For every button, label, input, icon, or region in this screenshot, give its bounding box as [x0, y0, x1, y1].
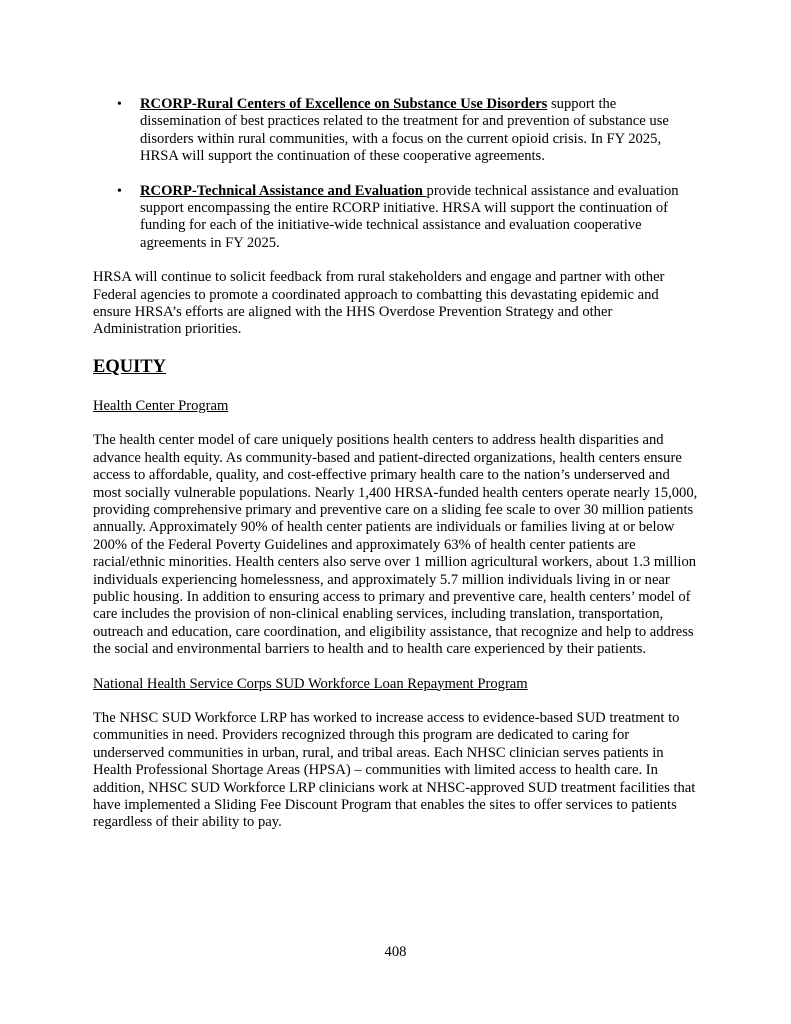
- nhsc-paragraph: The NHSC SUD Workforce LRP has worked to increase access to evidence-based SUD treatment to communities in need. Providers recognized through this program are dedicated to caring for underserved communities in urban, rural, and tribal areas. Each NHSC clinician serves patients in Health Professional Shortage Areas (HPSA) – communities with limited access to health care. In addition, NHSC SUD Workforce LRP clinicians work at NHSC-approved SUD treatment facilities that have implemented a Sliding Fee Discount Program that enables the sites to offer services to patients regardless of their ability to pay.: [93, 709, 696, 831]
- nhsc-heading: National Health Service Corps SUD Workforce Loan Repayment Program: [93, 675, 528, 692]
- rcorp-bullet-list: [93, 96, 699, 252]
- bullet-text: provide technical assistance and evaluation support encompassing the entire RCORP initiative. HRSA will support the continuation of funding for each of the initiative-wide technical assistance and evaluation cooperative agreements in FY 2025.: [140, 182, 679, 251]
- bullet-dot-icon: •: [117, 183, 122, 199]
- bullet-technical-assistance: [93, 183, 699, 253]
- closing-paragraph: HRSA will continue to solicit feedback from rural stakeholders and engage and partner with other Federal agencies to promote a coordinated approach to combatting this devastating epidemic and ensure HRSA’s efforts are aligned with the HHS Overdose Prevention Strategy and other Administration priorities.: [93, 269, 665, 338]
- bullet-lead: RCORP-Technical Assistance and Evaluation: [140, 182, 427, 199]
- health-center-paragraph: The health center model of care uniquely positions health centers to address health disparities and advance health equity. As community-based and patient-directed organizations, health centers ensure access to affordable, quality, and cost-effective primary health care to the nation’s underserved and most socially vulnerable populations. Nearly 1,400 HRSA-funded health centers operate nearly 15,000, providing comprehensive primary and preventive care on a sliding fee scale to over 30 million patients annually. Approximately 90% of health center patients are individuals or families living at or below 200% of the Federal Poverty Guidelines and approximately 63% of health center patients are racial/ethnic minorities. Health centers also serve over 1 million agricultural workers, about 1.3 million individuals experiencing homelessness, and approximately 5.7 million individuals living in or near public housing. In addition to ensuring access to primary and preventive care, health centers’ model of care includes the provision of non-clinical enabling services, including translation, transportation, outreach and education, care coordination, and eligibility assistance, that recognize and help to address the social and environmental barriers to health and to health care experienced by their patients.: [93, 432, 698, 658]
- page-number: 408: [384, 944, 407, 960]
- bullet-text: support the dissemination of best practices related to the treatment for and prevention of substance use disorders within rural communities, with a focus on the current opioid crisis. In FY 2025, HRSA will support the continuation of these cooperative agreements.: [140, 96, 669, 165]
- bullet-dot-icon: •: [117, 97, 122, 112]
- section-heading-equity: EQUITY: [93, 356, 166, 377]
- document-page: [93, 96, 699, 849]
- health-center-heading: Health Center Program: [93, 397, 229, 414]
- bullet-rural-centers: [93, 96, 699, 166]
- bullet-lead: RCORP-Rural Centers of Excellence on Substance Use Disorders: [140, 96, 548, 112]
